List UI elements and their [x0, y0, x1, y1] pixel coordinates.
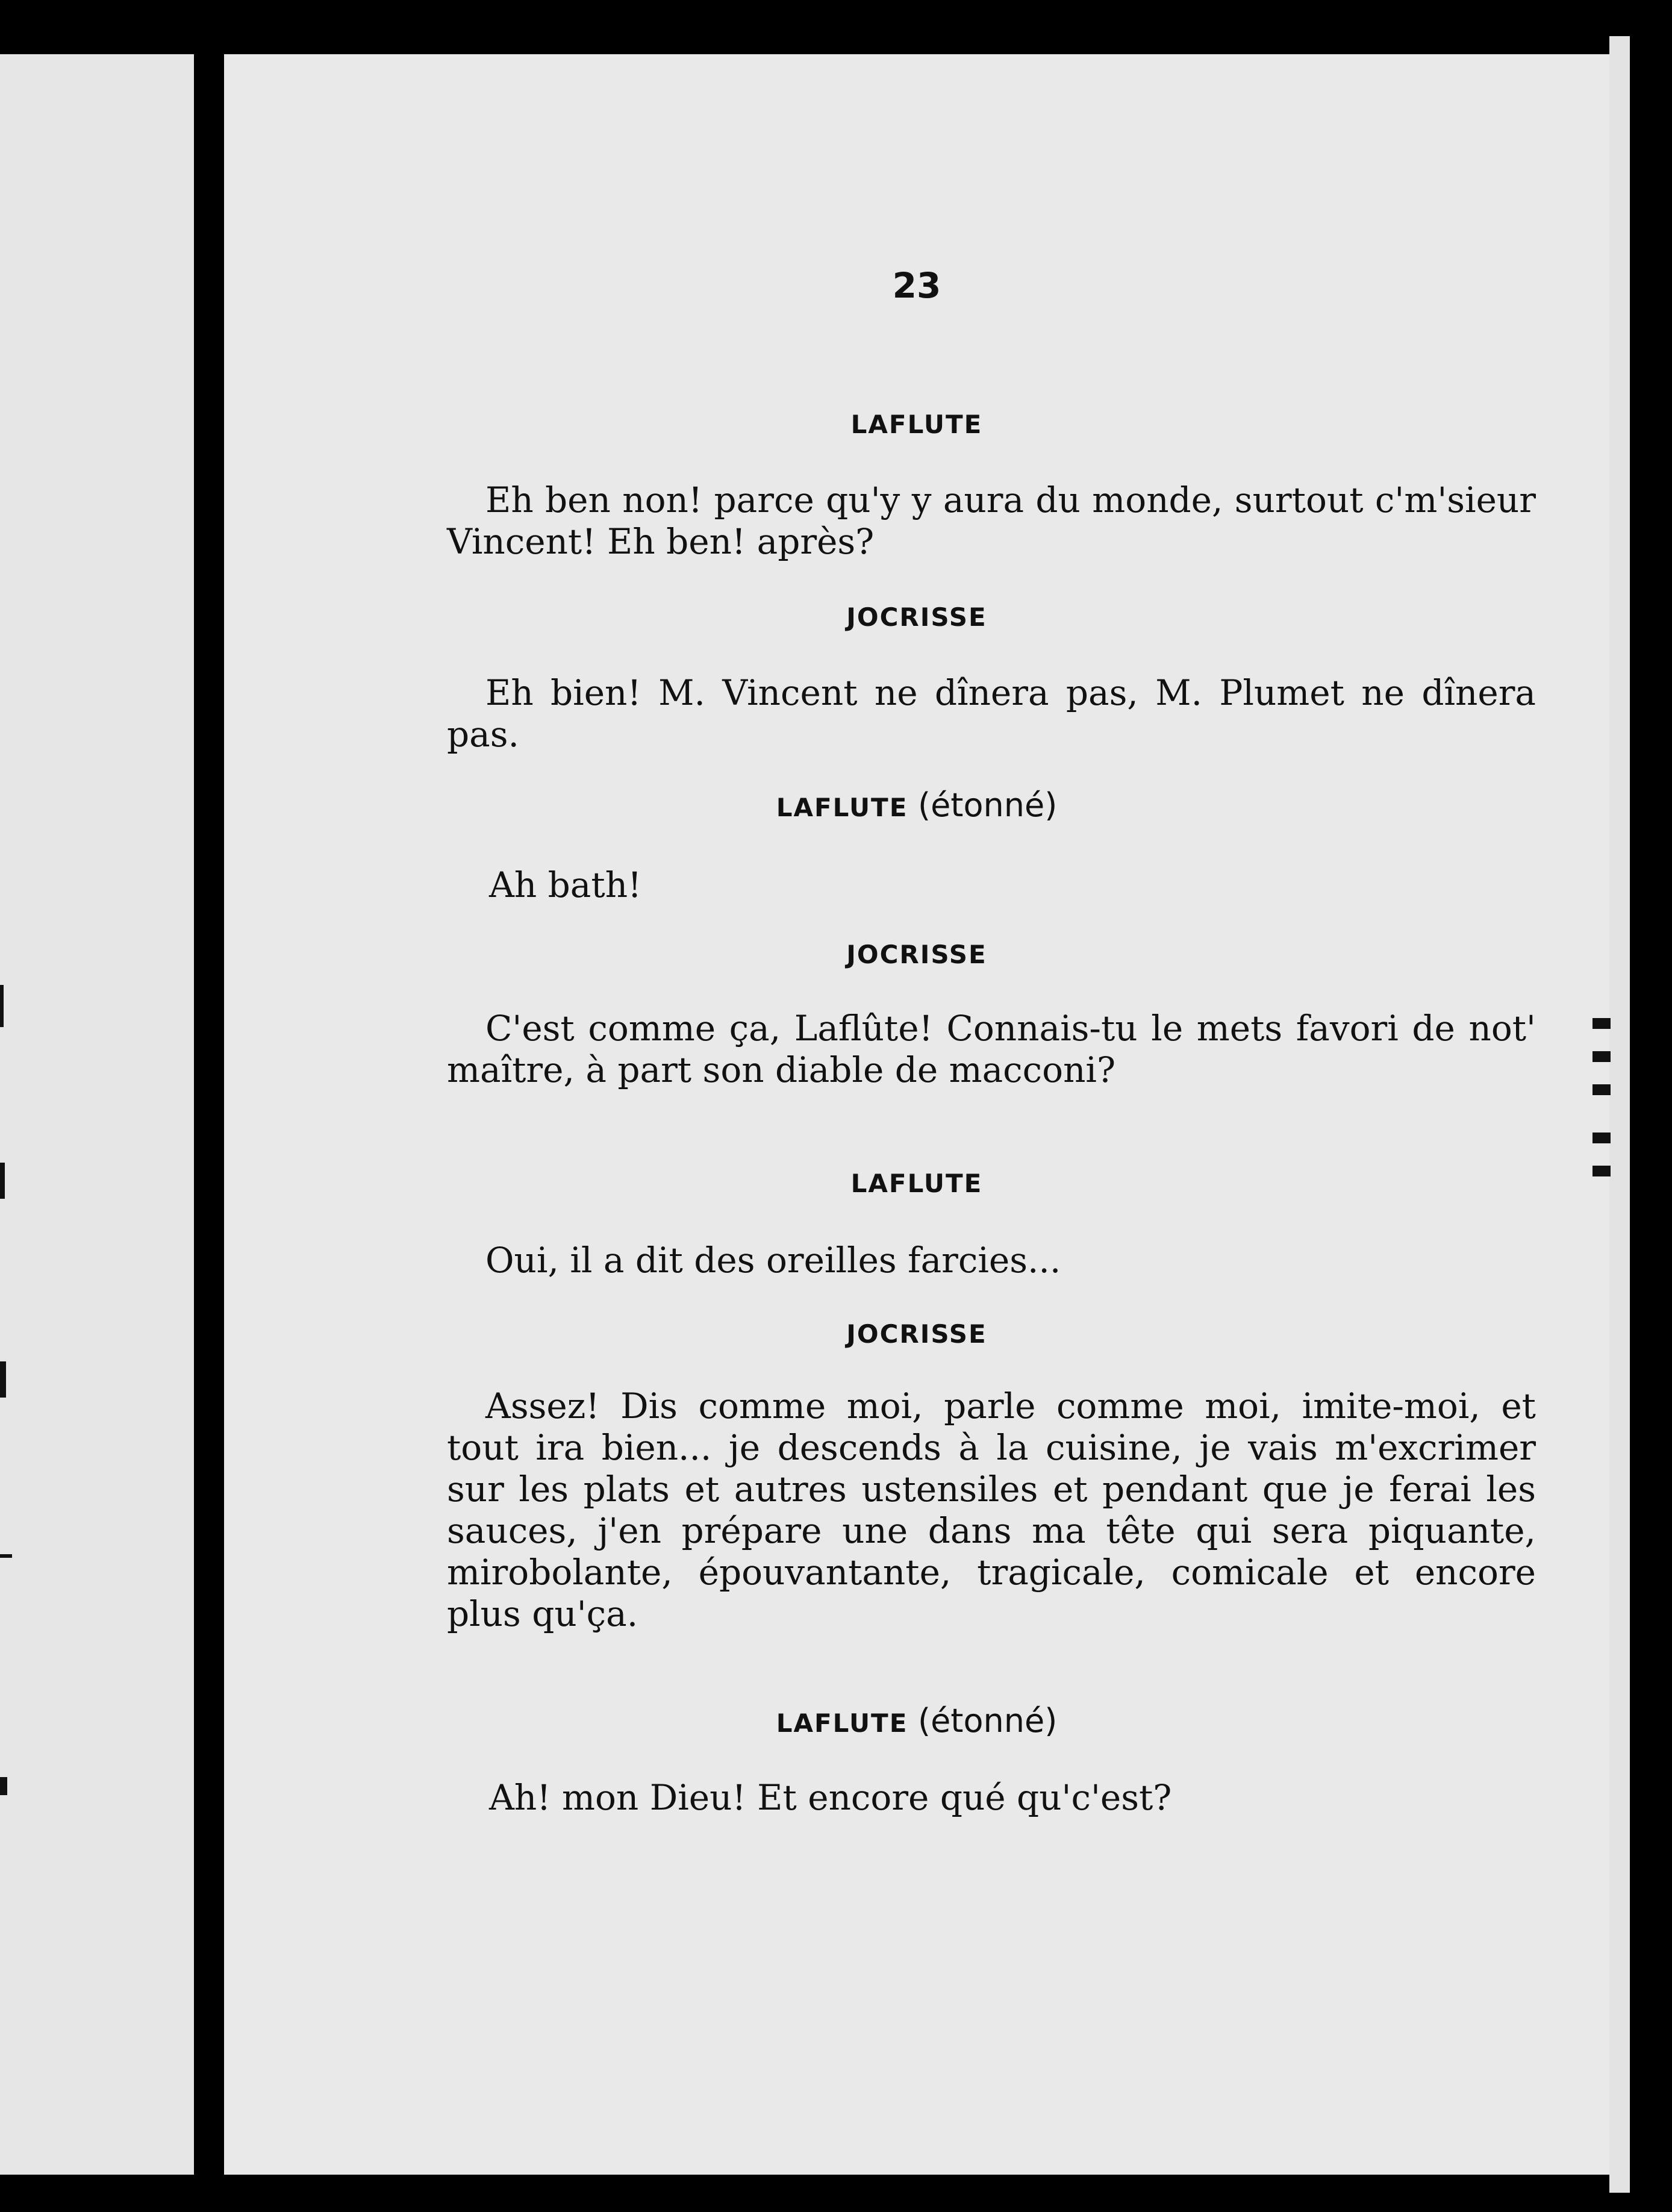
speech-text: Eh bien! M. Vincent ne dînera pas, M. Plumet ne dînera pas. [447, 672, 1536, 755]
next-page-text-fragment [1592, 1084, 1611, 1095]
stage-direction: (étonné) [918, 1702, 1058, 1740]
next-page-text-fragment [1592, 1133, 1611, 1143]
speaker-label: LAFLUTE [776, 1708, 908, 1738]
previous-page-text-fragment [0, 1777, 7, 1795]
book-page [224, 54, 1609, 2175]
stage-direction: (étonné) [918, 786, 1058, 824]
speaker-label: LAFLUTE [776, 793, 908, 822]
speaker-label: JOCRISSE [846, 602, 987, 632]
next-page-text-fragment [1592, 1018, 1611, 1029]
speaker-name [224, 1319, 1609, 1349]
next-page-text-fragment [1592, 1051, 1611, 1062]
book-gutter [194, 54, 224, 2175]
next-page-edge [1609, 36, 1630, 2193]
speaker-name [224, 786, 1609, 824]
speaker-label: JOCRISSE [846, 940, 987, 969]
speech-text: Ah! mon Dieu! Et encore qué qu'c'est? [489, 1777, 1172, 1818]
page-number: 23 [892, 265, 941, 306]
speech-text: Assez! Dis comme moi, parle comme moi, imite-moi, et tout ira bien... je descends à la cuisine, je vais m'excrimer sur les plats et autres ustensiles et pendant que je ferai les sauces, j'en prépare une dans ma tête qui sera piquante, mirobolante, épouvantante, tragicale, comicale et encore plus qu'ça. [447, 1386, 1536, 1634]
speech-text: Eh ben non! parce qu'y y aura du monde, surtout c'm'sieur Vincent! Eh ben! après? [447, 480, 1536, 562]
previous-page-text-fragment [0, 1163, 5, 1199]
speaker-label: JOCRISSE [846, 1319, 987, 1349]
speaker-name [224, 410, 1609, 439]
speech-text: C'est comme ça, Laflûte! Connais-tu le mets favori de not' maître, à part son diable de macconi? [447, 1008, 1536, 1090]
speaker-name [224, 602, 1609, 632]
speaker-label: LAFLUTE [850, 1169, 983, 1198]
previous-page-text-fragment [0, 1554, 12, 1558]
speech-text: Oui, il a dit des oreilles farcies... [485, 1240, 1061, 1281]
speaker-label: LAFLUTE [850, 410, 983, 439]
speaker-name [224, 1702, 1609, 1740]
previous-page-text-fragment [0, 1361, 6, 1398]
speaker-name [224, 940, 1609, 969]
previous-page-edge [0, 54, 194, 2175]
previous-page-text-fragment [0, 985, 4, 1027]
speech-text: Ah bath! [489, 864, 642, 905]
next-page-text-fragment [1592, 1166, 1611, 1176]
speaker-name [224, 1169, 1609, 1198]
